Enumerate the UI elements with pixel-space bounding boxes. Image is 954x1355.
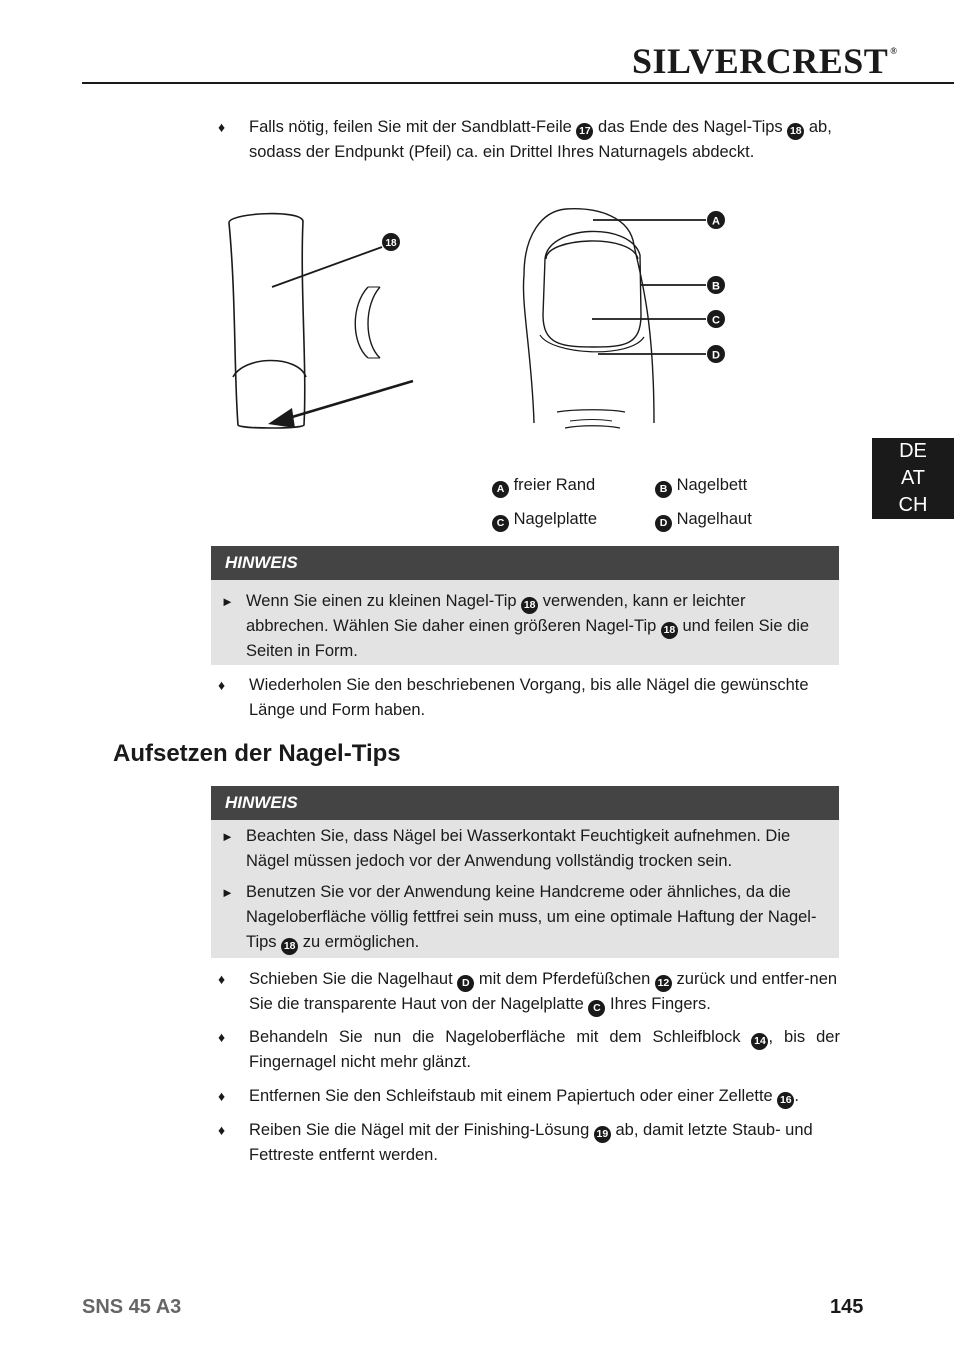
language-at: AT	[900, 467, 926, 489]
figure-markers	[707, 211, 725, 363]
tip-ref-marker	[382, 233, 400, 251]
step-bullet: ♦ Behandeln Sie nun die Nageloberfläche mit dem Schleifblock 14 , bis der Fingernagel nicht mehr glänzt.	[218, 1025, 840, 1075]
bullet-diamond: ♦	[218, 1088, 226, 1104]
marker-c: C	[712, 314, 720, 327]
step-bullet: ♦ Entfernen Sie den Schleifstaub mit einem Papiertuch oder einer Zellette 16 .	[218, 1084, 840, 1109]
note-title: HINWEIS	[211, 546, 839, 580]
arrow-icon: ►	[221, 829, 234, 844]
legend-item: B Nagelbett	[655, 473, 747, 498]
note-box	[211, 786, 839, 958]
brand-logo: SILVERCREST ®	[632, 41, 898, 81]
language-de: DE	[899, 440, 927, 462]
note-item: ► Beachten Sie, dass Nägel bei Wasserkontakt Feuchtigkeit aufnehmen. Die Nägel müssen jedoch vor der Anwendung vollständig trocken sein.	[211, 824, 839, 874]
note-box	[211, 546, 839, 665]
finger-figure	[523, 209, 706, 428]
arrow-icon: ►	[221, 594, 234, 609]
ref-number: 18	[787, 123, 804, 140]
bullet-diamond: ♦	[218, 677, 226, 693]
section-heading: Aufsetzen der Nagel-Tips	[113, 740, 401, 767]
header-rule	[82, 82, 954, 84]
language-ch: CH	[898, 494, 928, 516]
bullet-text: Wiederholen Sie den beschriebenen Vorgang, bis alle Nägel die gewünschte Länge und Form haben.	[249, 676, 809, 719]
intro-bullet	[218, 115, 840, 165]
bullet-diamond: ♦	[218, 1122, 226, 1138]
page-number: 145	[830, 1296, 864, 1318]
legend-item: A freier Rand	[492, 473, 595, 498]
marker-b: B	[712, 280, 720, 293]
marker-d: D	[712, 349, 720, 362]
tip-ref-label: 18	[385, 238, 397, 249]
bullet-text: Falls nötig, feilen Sie mit der Sandblatt-Feile 17 das Ende des Nagel-Tips 18 ab, sodass der Endpunkt (Pfeil) ca. ein Drittel Ihres Naturnagels abdeckt.	[249, 118, 832, 161]
note-title: HINWEIS	[211, 786, 839, 820]
arrow-icon: ►	[221, 885, 234, 900]
legend-item: D Nagelhaut	[655, 507, 752, 532]
bullet-diamond: ♦	[218, 1029, 226, 1045]
footer-model: SNS 45 A3	[82, 1296, 182, 1318]
ref-number: 17	[576, 123, 593, 140]
marker-a: A	[712, 215, 720, 228]
note-item: ► Benutzen Sie vor der Anwendung keine Handcreme oder ähnliches, da die Nageloberfläche völlig fettfrei sein muss, um eine optimale Haftung der Nagel-Tips 18 zu ermöglichen.	[211, 880, 839, 955]
bullet-diamond: ♦	[218, 119, 226, 135]
bullet-diamond: ♦	[218, 971, 226, 987]
legend-item: C Nagelplatte	[492, 507, 597, 532]
step-bullet: ♦ Reiben Sie die Nägel mit der Finishing-Lösung 19 ab, damit letzte Staub- und Fettreste entfernt werden.	[218, 1118, 840, 1168]
step-bullet: ♦ Schieben Sie die Nagelhaut D mit dem Pferdefüßchen 12 zurück und entfer-nen Sie die transparente Haut von der Nagelplatte C Ihres Fingers.	[218, 967, 840, 1017]
note-item: ► Wenn Sie einen zu kleinen Nagel-Tip 18 verwenden, kann er leichter abbrechen. Wählen Sie daher einen größeren Nagel-Tip 18 und feilen Sie die Seiten in Form.	[211, 589, 839, 664]
repeat-bullet	[218, 673, 840, 723]
